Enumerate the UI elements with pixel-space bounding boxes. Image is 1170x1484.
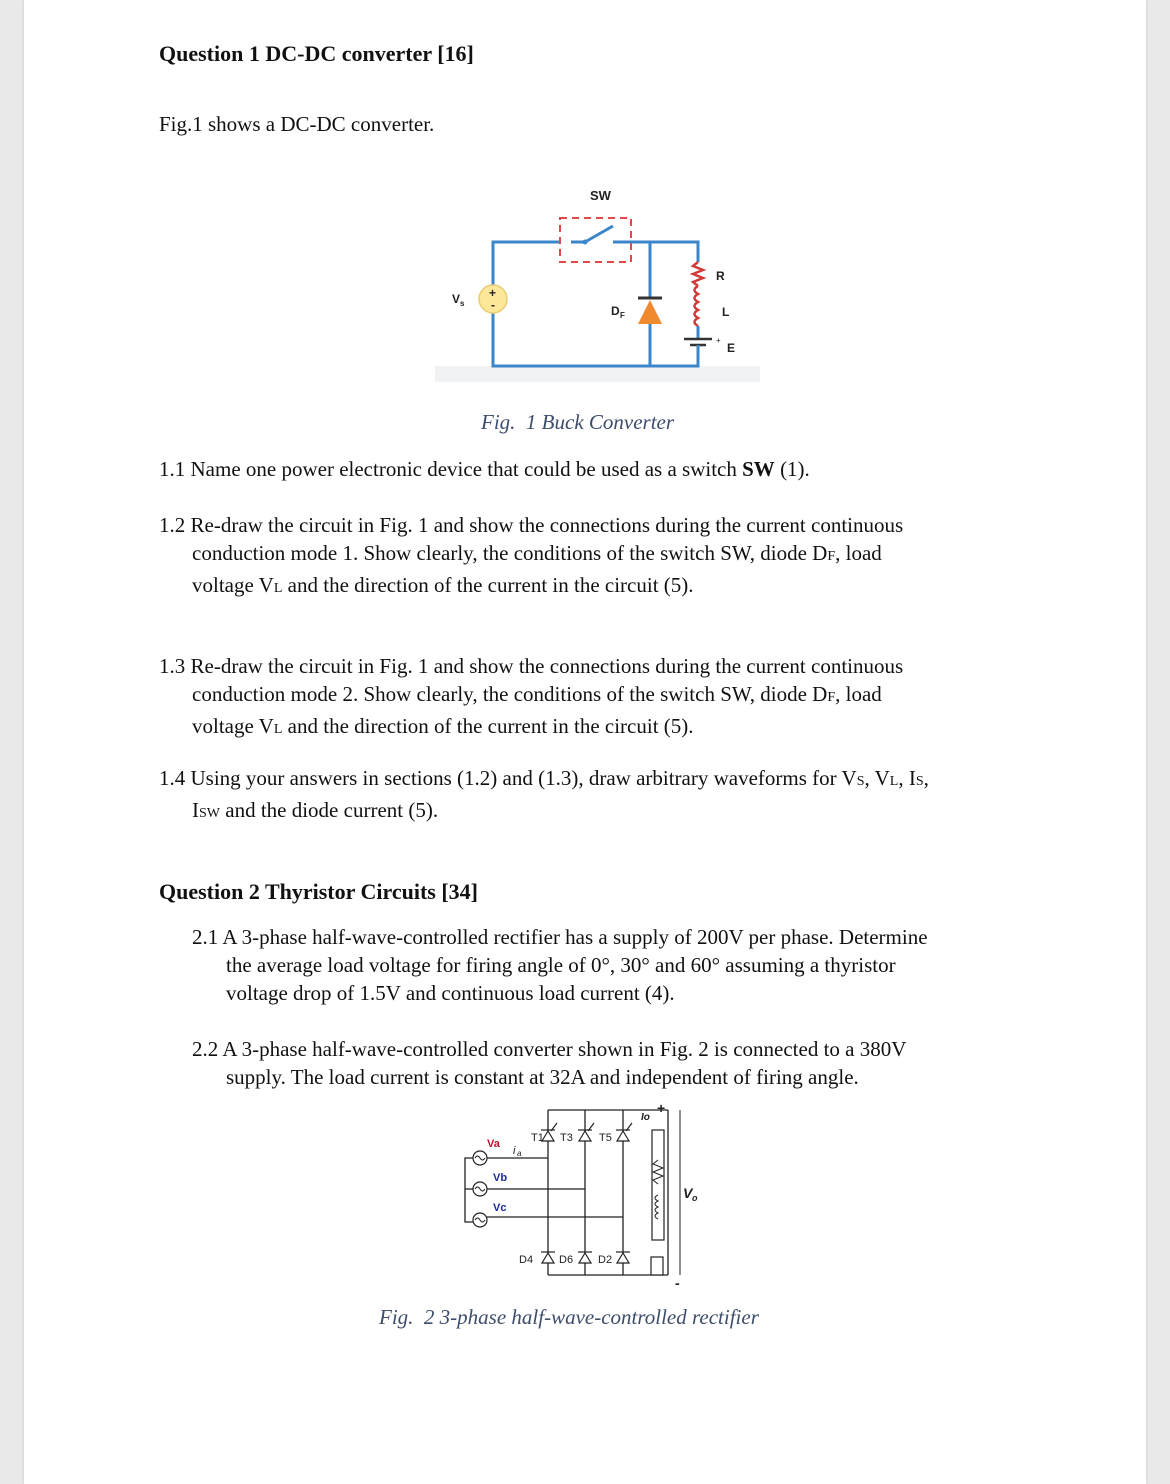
fig2-rectifier-diagram [455,1095,705,1290]
q1-4-sub-sw: SW [199,806,220,821]
fig2-load-box [652,1130,664,1240]
fig1-inductor-l [695,286,699,326]
fig2-label-ia-sub: a [517,1149,522,1158]
fig2-caption-prefix: Fig. [379,1305,414,1329]
q1-2-line1 [159,511,903,539]
fig2-label-minus: - [675,1275,680,1290]
question-1-3 [159,652,903,744]
q1-3-line1-text: Re-draw the circuit in Fig. 1 and show the connections during the current continuous [190,654,904,678]
fig2-diode-d4 [542,1253,554,1263]
fig2-label-plus: + [657,1100,666,1116]
q1-2-line2 [159,539,903,571]
fig1-wire-top-right [631,242,698,262]
q1-4-line1 [159,764,929,796]
q1-3-sub-f: F [827,690,836,705]
fig1-diode-df [638,300,662,324]
fig2-thyristor-t3 [579,1131,591,1141]
q2-1-line2: the average load voltage for firing angle of 0°, 30° and 60° assuming a thyristor [226,953,896,977]
q1-3-number: 1.3 [159,654,186,678]
fig2-label-vo: V [683,1185,693,1201]
q1-3-line2-text: conduction mode 2. Show clearly, the conditions of the switch SW, diode D [192,682,828,706]
fig2-label-t1: T1 [531,1132,544,1144]
q1-2-number: 1.2 [159,513,186,537]
q1-2-line3-end: and the direction of the current in the circuit (5). [282,573,694,597]
question-1-1 [159,455,810,483]
q1-intro: Fig.1 shows a DC-DC converter. [159,112,435,136]
fig1-label-df-sub: F [620,311,625,320]
q2-2-line1 [192,1035,906,1063]
q1-2-line2-text: conduction mode 1. Show clearly, the conditions of the switch SW, diode D [192,541,828,565]
q1-2-line3 [159,571,903,603]
q1-3-line2 [159,680,903,712]
fig2-label-io: Io [641,1112,650,1123]
q1-4-sub-l: L [889,774,899,789]
q1-2-line2-end: , load [835,541,882,565]
q1-3-line2-end: , load [835,682,882,706]
fig2-label-t5: T5 [599,1132,612,1144]
fig1-label-vs: V [452,292,461,306]
q1-4-sub-s: S [856,774,865,789]
fig1-resistor-r [693,262,703,286]
fig2-label-ia: i [513,1145,516,1157]
fig2-caption-text: 2 3-phase half-wave-controlled rectifier [423,1305,759,1329]
question-1-4 [159,764,929,828]
fig1-source-minus: - [491,298,495,312]
fig2-neutral [465,1158,473,1222]
q2-1-line1 [192,923,928,951]
q1-4-sub-s2: S [915,774,924,789]
fig1-buck-converter-diagram [435,178,760,382]
question-2-2 [192,1035,906,1091]
fig1-label-vs-sub: s [460,299,465,308]
fig1-caption-prefix: Fig. [481,410,516,434]
q2-1-line3: voltage drop of 1.5V and continuous load current (4). [226,981,675,1005]
q1-4-line2 [159,796,929,828]
fig2-diode-d6 [579,1253,591,1263]
q2-1-number: 2.1 [192,925,219,949]
q1-4-line2-i: I [192,798,199,822]
fig2-label-d6: D6 [559,1254,574,1266]
fig1-wires [493,242,698,366]
q1-4-comma3: , [923,766,929,790]
question-2-1 [192,923,928,1007]
fig2-label-vb: Vb [493,1172,508,1184]
fig1-label-df: D [611,304,620,318]
q1-3-sub-l: L [273,722,283,737]
q1-1-text: Name one power electronic device that could be used as a switch [190,457,743,481]
fig1-caption [481,410,674,435]
q2-2-line2: supply. The load current is constant at 32A and independent of firing angle. [226,1065,859,1089]
q1-1-number: 1.1 [159,457,186,481]
question-1-2 [159,511,903,603]
fig1-label-l: L [722,305,730,319]
q1-2-line3-text: voltage V [192,573,274,597]
q1-4-number: 1.4 [159,766,186,790]
q1-1-bold-sw: SW [742,457,775,481]
fig2-thyristor-t5 [617,1131,629,1141]
q2-2-line1-text: A 3-phase half-wave-controlled converter shown in Fig. 2 is connected to a 380V [222,1037,907,1061]
q1-heading: Question 1 DC-DC converter [16] [159,41,474,66]
fig2-load-bottom-box [651,1257,663,1275]
fig1-label-r: R [716,269,725,283]
fig1-wire-top-left [493,242,560,286]
fig2-label-t3: T3 [560,1132,573,1144]
q1-4-line2-text: and the diode current (5). [220,798,439,822]
fig2-label-d4: D4 [519,1254,534,1266]
q1-1-text-after: (1). [774,457,810,481]
q2-1-line1-text: A 3-phase half-wave-controlled rectifier has a supply of 200V per phase. Determine [222,925,928,949]
fig1-switch-pivot [583,240,588,245]
fig2-label-vc: Vc [493,1202,507,1214]
q1-3-line3-text: voltage V [192,714,274,738]
fig2-label-vo-sub: o [692,1193,698,1203]
q1-3-line3-end: and the direction of the current in the circuit (5). [282,714,694,738]
q2-heading: Question 2 Thyristor Circuits [34] [159,879,479,904]
q1-2-sub-l: L [273,581,283,596]
fig1-battery-plus: + [716,336,721,345]
fig1-switch-blade [585,226,613,242]
q1-4-line1-text: Using your answers in sections (1.2) and (1.3), draw arbitrary waveforms for V [190,766,857,790]
fig1-source-plus: + [489,286,497,300]
fig1-caption-text: 1 Buck Converter [525,410,675,434]
q1-2-line1-text: Re-draw the circuit in Fig. 1 and show the connections during the current continuous [190,513,904,537]
fig1-switch-box [560,218,631,262]
q1-4-comma1: , V [864,766,890,790]
fig1-label-e: E [727,341,736,355]
fig1-label-sw: SW [590,188,611,203]
fig2-label-d2: D2 [598,1254,613,1266]
q1-2-sub-f: F [827,549,836,564]
fig2-caption [379,1305,759,1330]
q1-3-line1 [159,652,903,680]
q2-2-number: 2.2 [192,1037,219,1061]
q1-3-line3 [159,712,903,744]
fig1-wire-bottom [493,312,698,366]
fig2-diode-d2 [617,1253,629,1263]
fig2-label-va: Va [487,1138,500,1150]
q1-4-comma2: , I [898,766,916,790]
